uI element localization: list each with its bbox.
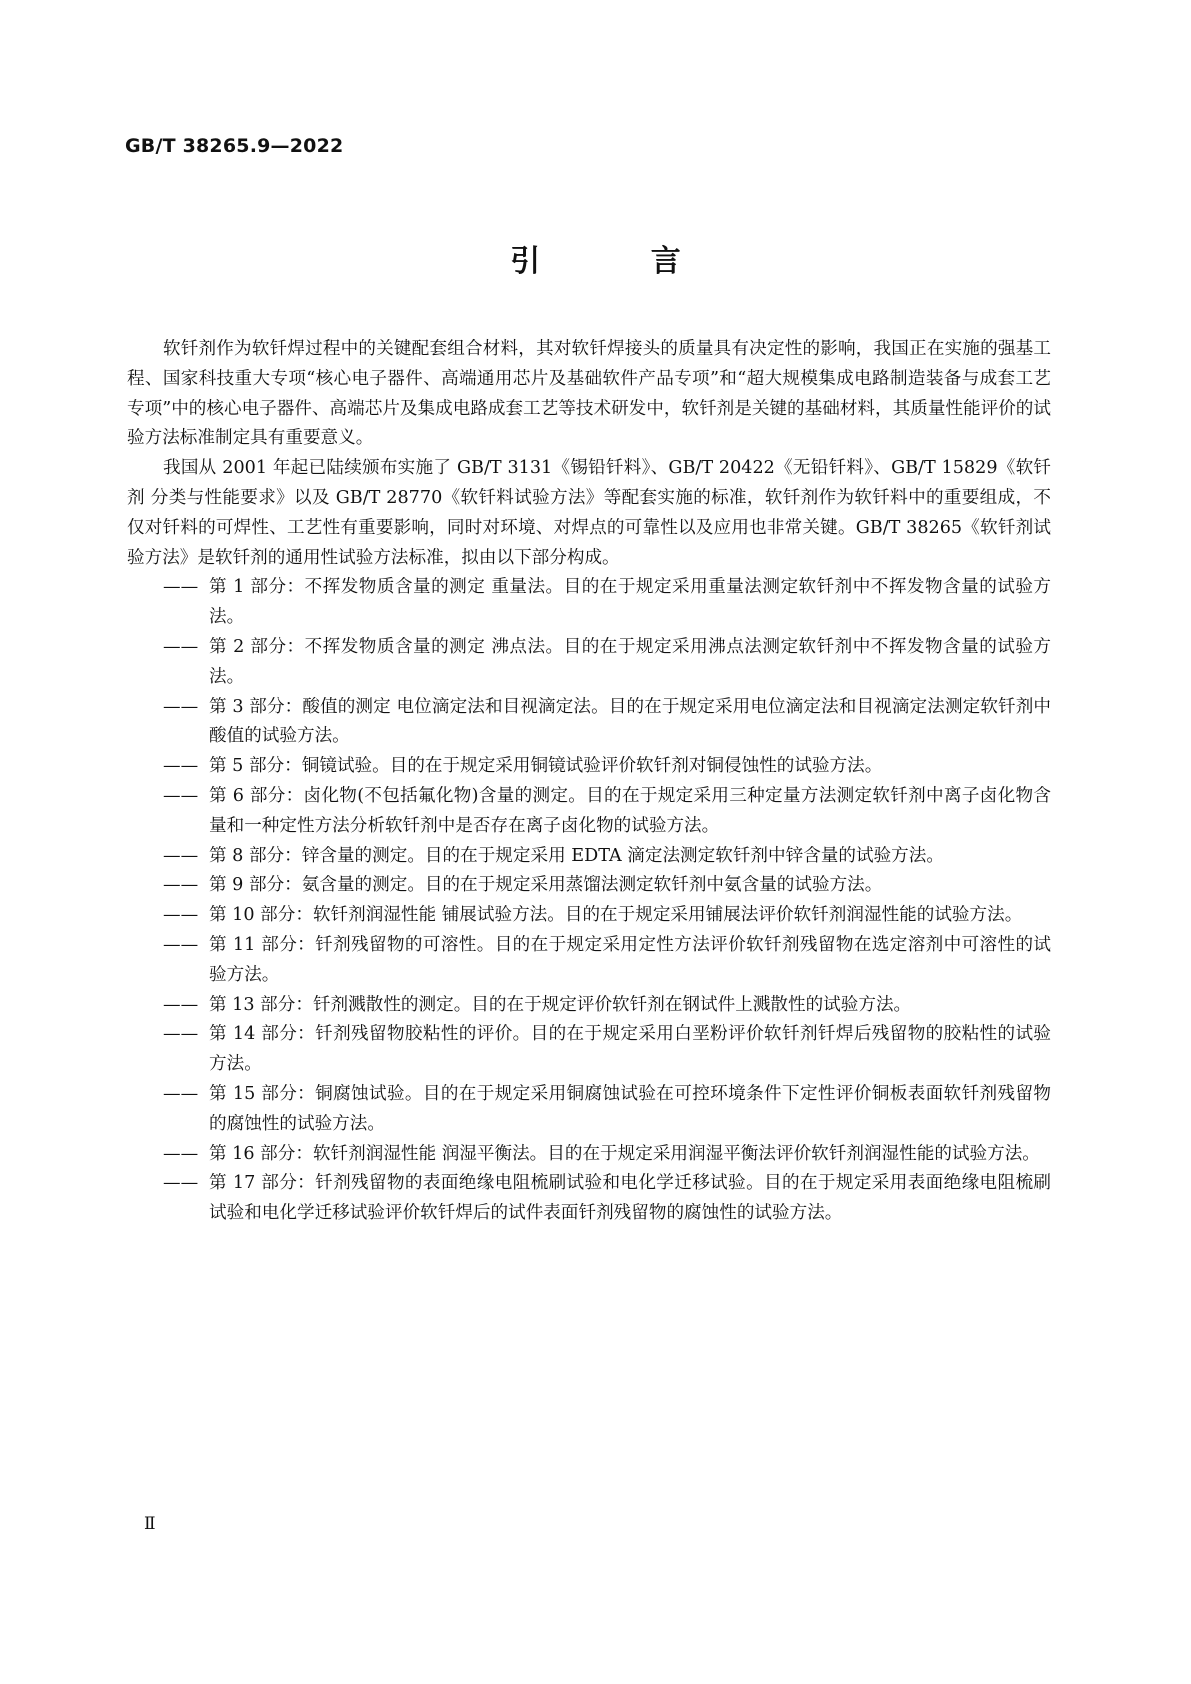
part-item xyxy=(127,1020,1051,1080)
part-text: 第 8 部分：锌含量的测定。目的在于规定采用 EDTA 滴定法测定软钎剂中锌含量的试验方法。 xyxy=(209,845,944,866)
part-text: 第 1 部分：不挥发物质含量的测定 重量法。目的在于规定采用重量法测定软钎剂中不挥发物含量的试验方法。 xyxy=(209,577,1051,628)
dash-marker: —— xyxy=(163,905,199,926)
part-item xyxy=(127,1140,1051,1170)
part-item xyxy=(127,901,1051,931)
dash-marker: —— xyxy=(163,636,199,657)
page-title: 引 言 xyxy=(510,244,731,279)
part-text: 第 14 部分：钎剂残留物胶粘性的评价。目的在于规定采用白垩粉评价软钎剂钎焊后残留物的胶粘性的试验方法。 xyxy=(209,1024,1051,1075)
dash-marker: —— xyxy=(163,756,199,777)
part-text: 第 6 部分：卤化物(不包括氟化物)含量的测定。目的在于规定采用三种定量方法测定软钎剂中离子卤化物含量和一种定性方法分析软钎剂中是否存在离子卤化物的试验方法。 xyxy=(209,785,1051,836)
intro-paragraph-2: 我国从 2001 年起已陆续颁布实施了 GB/T 3131《锡铅钎料》、GB/T 20422《无铅钎料》、GB/T 15829《软钎剂 分类与性能要求》以及 GB/T 28770《软钎料试验方法》等配套实施的标准，软钎剂作为软钎料中的重要组成，不仅对钎料的可焊性、工艺性有重要影响，同时对环境、对焊点的可靠性以及应用也非常关键。GB/T 38265《软钎剂试验方法》是软钎剂的通用性试验方法标准，拟由以下部分构成。 xyxy=(127,458,1051,568)
part-text: 第 13 部分：钎剂溅散性的测定。目的在于规定评价软钎剂在钢试件上溅散性的试验方法。 xyxy=(209,994,912,1015)
part-text: 第 16 部分：软钎剂润湿性能 润湿平衡法。目的在于规定采用润湿平衡法评价软钎剂润湿性能的试验方法。 xyxy=(209,1143,1040,1164)
part-text: 第 9 部分：氨含量的测定。目的在于规定采用蒸馏法测定软钎剂中氨含量的试验方法。 xyxy=(209,875,883,896)
document-body xyxy=(127,335,1051,1229)
dash-marker: —— xyxy=(163,696,199,717)
dash-marker: —— xyxy=(163,994,199,1015)
dash-marker: —— xyxy=(163,577,199,598)
part-item xyxy=(127,1080,1051,1140)
part-item xyxy=(127,782,1051,842)
page-number: Ⅱ xyxy=(144,1514,156,1534)
part-text: 第 17 部分：钎剂残留物的表面绝缘电阻梳刷试验和电化学迁移试验。目的在于规定采用表面绝缘电阻梳刷试验和电化学迁移试验评价软钎焊后的试件表面钎剂残留物的腐蚀性的试验方法。 xyxy=(209,1173,1051,1224)
part-item xyxy=(127,842,1051,872)
part-text: 第 11 部分：钎剂残留物的可溶性。目的在于规定采用定性方法评价软钎剂残留物在选定溶剂中可溶性的试验方法。 xyxy=(209,934,1051,985)
part-item xyxy=(127,871,1051,901)
dash-marker: —— xyxy=(163,1024,199,1045)
dash-marker: —— xyxy=(163,1173,199,1194)
standard-code: GB/T 38265.9—2022 xyxy=(125,135,344,157)
dash-marker: —— xyxy=(163,845,199,866)
parts-list xyxy=(127,573,1051,1229)
dash-marker: —— xyxy=(163,1083,199,1104)
part-text: 第 10 部分：软钎剂润湿性能 铺展试验方法。目的在于规定采用铺展法评价软钎剂润湿性能的试验方法。 xyxy=(209,905,1023,926)
dash-marker: —— xyxy=(163,934,199,955)
part-item xyxy=(127,991,1051,1021)
dash-marker: —— xyxy=(163,785,199,806)
part-item xyxy=(127,931,1051,991)
intro-paragraph-1: 软钎剂作为软钎焊过程中的关键配套组合材料，其对软钎焊接头的质量具有决定性的影响，我国正在实施的强基工程、国家科技重大专项“核心电子器件、高端通用芯片及基础软件产品专项”和“超大规模集成电路制造装备与成套工艺专项”中的核心电子器件、高端芯片及集成电路成套工艺等技术研发中，软钎剂是关键的基础材料，其质量性能评价的试验方法标准制定具有重要意义。 xyxy=(127,339,1051,449)
part-text: 第 2 部分：不挥发物质含量的测定 沸点法。目的在于规定采用沸点法测定软钎剂中不挥发物含量的试验方法。 xyxy=(209,636,1051,687)
dash-marker: —— xyxy=(163,1143,199,1164)
part-item xyxy=(127,693,1051,753)
part-item xyxy=(127,633,1051,693)
part-item xyxy=(127,752,1051,782)
part-text: 第 3 部分：酸值的测定 电位滴定法和目视滴定法。目的在于规定采用电位滴定法和目视滴定法测定软钎剂中酸值的试验方法。 xyxy=(209,696,1051,747)
dash-marker: —— xyxy=(163,875,199,896)
part-text: 第 5 部分：铜镜试验。目的在于规定采用铜镜试验评价软钎剂对铜侵蚀性的试验方法。 xyxy=(209,756,883,777)
part-item xyxy=(127,1169,1051,1229)
part-text: 第 15 部分：铜腐蚀试验。目的在于规定采用铜腐蚀试验在可控环境条件下定性评价铜板表面软钎剂残留物的腐蚀性的试验方法。 xyxy=(209,1083,1051,1134)
part-item xyxy=(127,573,1051,633)
